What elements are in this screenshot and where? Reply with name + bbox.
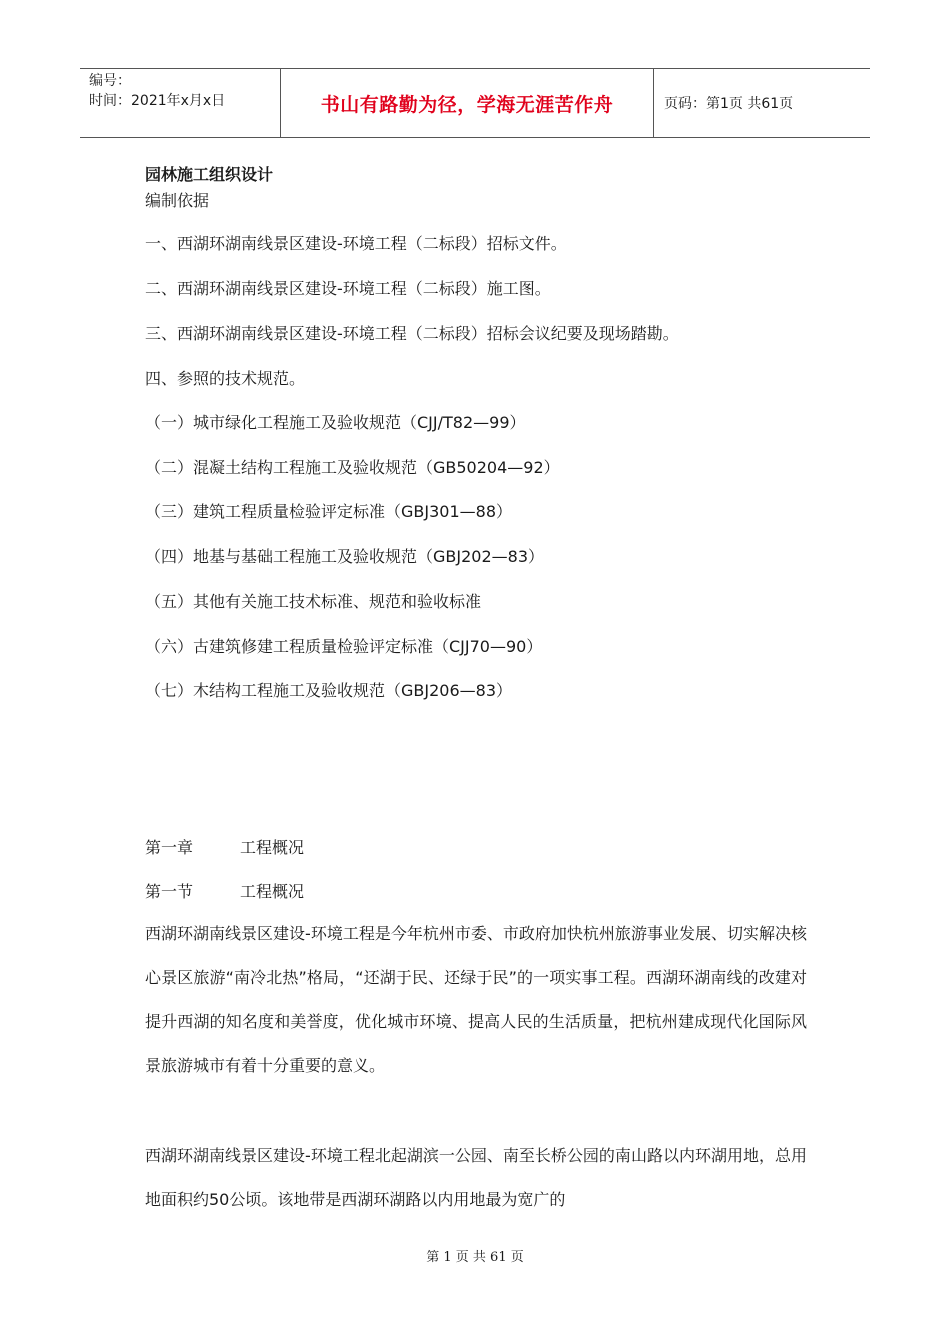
standard-item: （七）木结构工程施工及验收规范（GBJ206—83） [145, 681, 512, 700]
section-number: 第一节 [145, 882, 194, 901]
section-heading [145, 879, 304, 902]
page-footer: 第 1 页 共 61 页 [426, 1250, 524, 1265]
basis-item: 四、参照的技术规范。 [145, 369, 306, 388]
page-label: 页码：第1页 共61页 [664, 96, 794, 112]
chapter-heading [145, 835, 304, 858]
time-label: 时间：2021年x月x日 [89, 93, 226, 109]
header-meta-cell [80, 69, 281, 137]
serial-label: 编号： [89, 73, 131, 89]
basis-item: 一、西湖环湖南线景区建设-环境工程（二标段）招标文件。 [145, 234, 567, 253]
section-title: 工程概况 [240, 882, 305, 901]
standard-item: （三）建筑工程质量检验评定标准（GBJ301—88） [145, 502, 512, 521]
standard-item: （六）古建筑修建工程质量检验评定标准（CJJ70—90） [145, 637, 543, 656]
standard-item: （一）城市绿化工程施工及验收规范（CJJ/T82—99） [145, 413, 526, 432]
paragraph: 西湖环湖南线景区建设-环境工程北起湖滨一公园、南至长桥公园的南山路以内环湖用地，总用地面积约50公顷。该地带是西湖环湖路以内用地最为宽广的 [145, 1146, 807, 1209]
basis-item: 三、西湖环湖南线景区建设-环境工程（二标段）招标会议纪要及现场踏勘。 [145, 324, 679, 343]
basis-item: 二、西湖环湖南线景区建设-环境工程（二标段）施工图。 [145, 279, 551, 298]
standard-item: （二）混凝土结构工程施工及验收规范（GB50204—92） [145, 458, 560, 477]
chapter-number: 第一章 [145, 838, 194, 857]
standard-item: （四）地基与基础工程施工及验收规范（GBJ202—83） [145, 547, 544, 566]
motto-text: 书山有路勤为径，学海无涯苦作舟 [320, 93, 614, 116]
basis-heading: 编制依据 [145, 191, 210, 210]
header-page-cell [654, 69, 870, 137]
header-motto-cell [281, 69, 654, 137]
page-header [80, 68, 870, 138]
chapter-title: 工程概况 [240, 838, 305, 857]
paragraph: 西湖环湖南线景区建设-环境工程是今年杭州市委、市政府加快杭州旅游事业发展、切实解决核心景区旅游“南冷北热”格局，“还湖于民、还绿于民”的一项实事工程。西湖环湖南线的改建对提升西湖的知名度和美誉度，优化城市环境、提高人民的生活质量，把杭州建成现代化国际风景旅游城市有着十分重要的意义。 [145, 924, 807, 1075]
standard-item: （五）其他有关施工技术标准、规范和验收标准 [145, 592, 482, 611]
document-title: 园林施工组织设计 [145, 165, 274, 184]
